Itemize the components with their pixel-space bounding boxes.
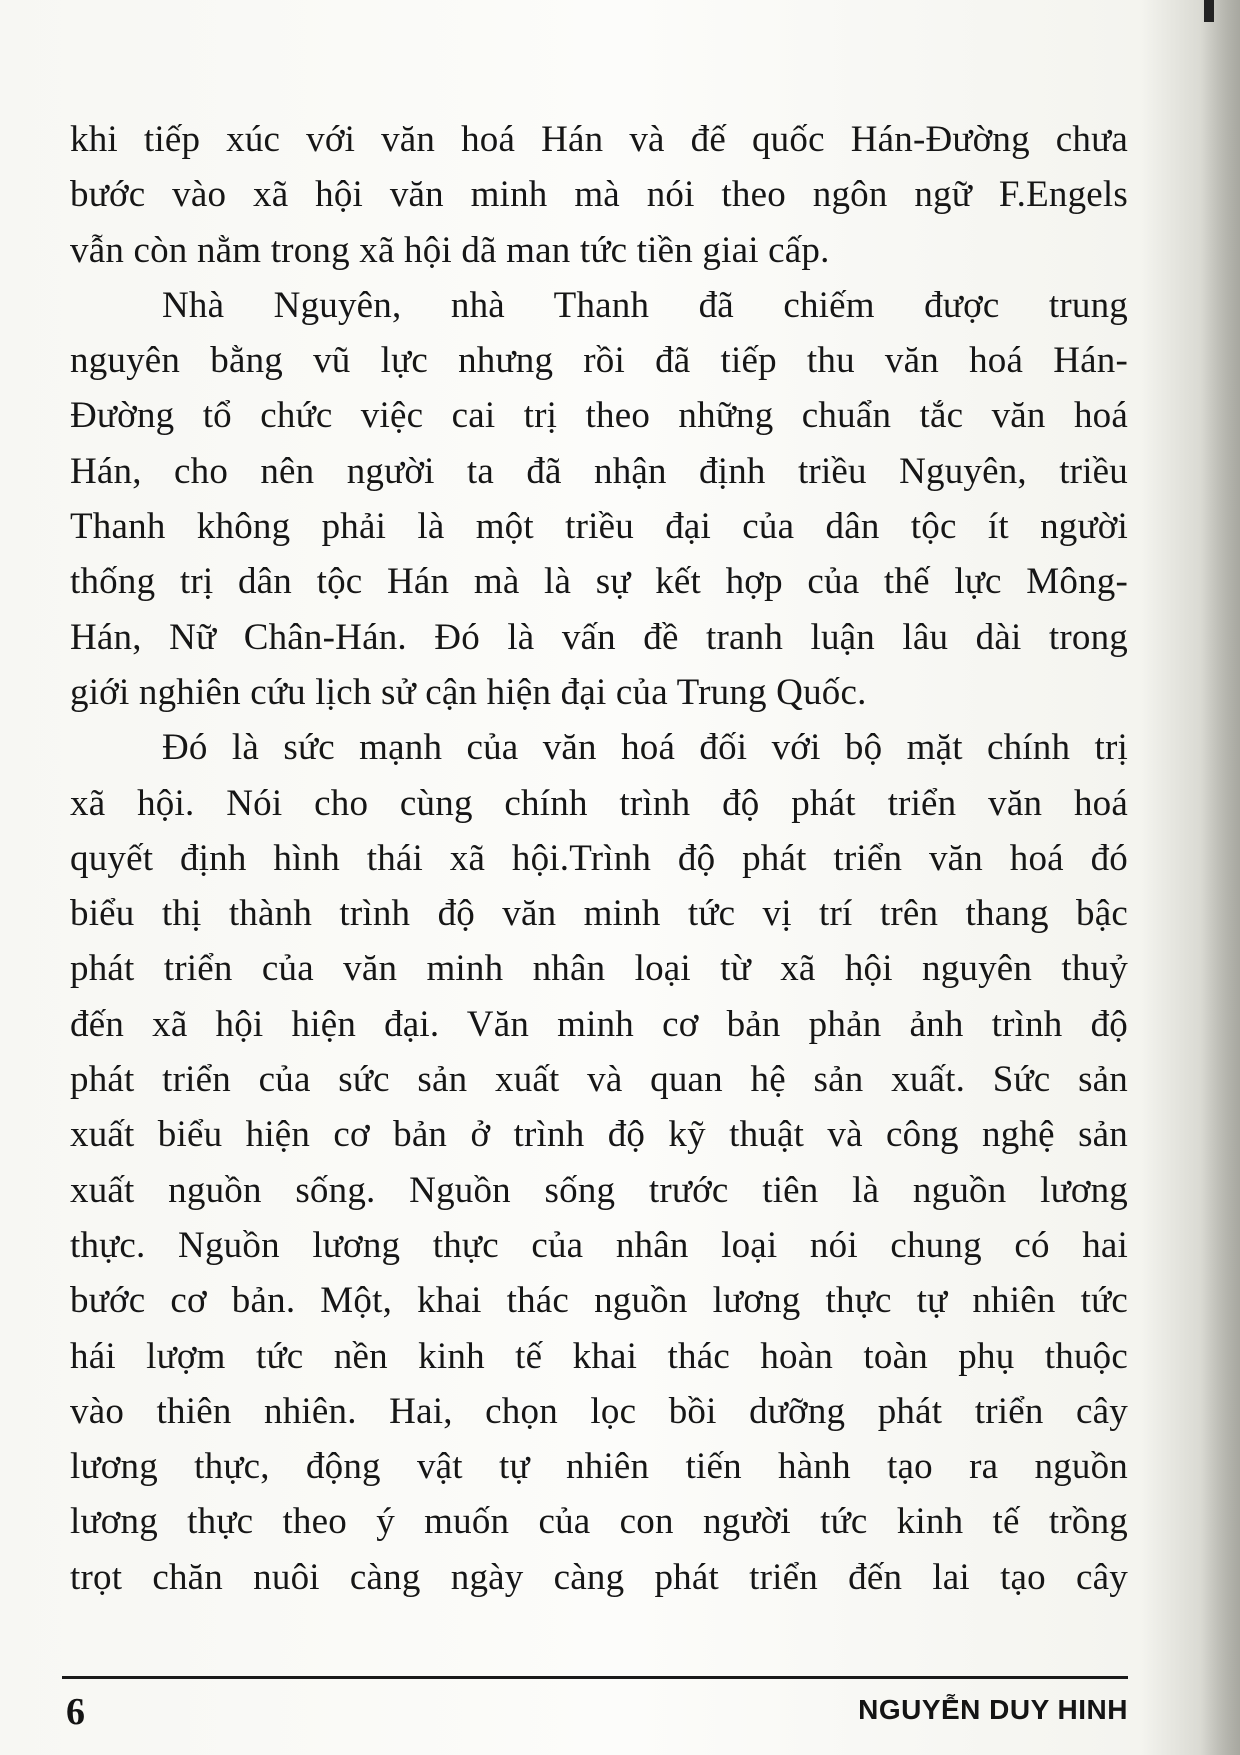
text-line: giới nghiên cứu lịch sử cận hiện đại của Trung Quốc.: [70, 671, 867, 713]
page-edge-shadow: [1200, 0, 1240, 1755]
text-line: bước cơ bản. Một, khai thác nguồn lương thực tự nhiên tức: [70, 1280, 1128, 1322]
text-line: biểu thị thành trình độ văn minh tức vị trí trên thang bậc: [70, 893, 1128, 935]
text-line: vẫn còn nằm trong xã hội dã man tức tiền giai cấp.: [70, 229, 830, 271]
text-line: thống trị dân tộc Hán mà là sự kết hợp của thế lực Mông-: [70, 561, 1128, 603]
text-line: lương thực theo ý muốn của con người tức kinh tế trồng: [70, 1501, 1128, 1543]
text-line: Đó là sức mạnh của văn hoá đối với bộ mặt chính trị: [162, 727, 1128, 769]
text-line: Thanh không phải là một triều đại của dân tộc ít người: [70, 506, 1128, 548]
text-line: lương thực, động vật tự nhiên tiến hành tạo ra nguồn: [70, 1446, 1128, 1488]
text-line: phát triển của sức sản xuất và quan hệ sản xuất. Sức sản: [70, 1059, 1128, 1101]
text-line: phát triển của văn minh nhân loại từ xã hội nguyên thuỷ: [70, 948, 1128, 990]
running-footer-author: NGUYỄN DUY HINH: [858, 1694, 1128, 1725]
body-text: [70, 112, 1128, 1605]
text-line: thực. Nguồn lương thực của nhân loại nói chung có hai: [70, 1224, 1128, 1266]
text-line: xã hội. Nói cho cùng chính trình độ phát triển văn hoá: [70, 782, 1128, 824]
text-line: xuất biểu hiện cơ bản ở trình độ kỹ thuật và công nghệ sản: [70, 1114, 1128, 1156]
text-line: vào thiên nhiên. Hai, chọn lọc bồi dưỡng phát triển cây: [70, 1390, 1128, 1432]
text-line: đến xã hội hiện đại. Văn minh cơ bản phản ảnh trình độ: [70, 1003, 1128, 1045]
text-line: khi tiếp xúc với văn hoá Hán và đế quốc Hán-Đường chưa: [70, 119, 1128, 160]
text-line: quyết định hình thái xã hội.Trình độ phát triển văn hoá đó: [70, 837, 1128, 879]
text-line: Hán, Nữ Chân-Hán. Đó là vấn đề tranh luận lâu dài trong: [70, 616, 1128, 658]
text-line: Hán, cho nên người ta đã nhận định triều Nguyên, triều: [70, 450, 1128, 492]
text-line: Đường tổ chức việc cai trị theo những chuẩn tắc văn hoá: [70, 395, 1128, 437]
text-line: nguyên bằng vũ lực nhưng rồi đã tiếp thu văn hoá Hán-: [70, 340, 1128, 382]
page-number: 6: [66, 1691, 85, 1733]
text-line: xuất nguồn sống. Nguồn sống trước tiên là nguồn lương: [70, 1169, 1128, 1211]
footer-rule: [62, 1676, 1128, 1679]
text-line: hái lượm tức nền kinh tế khai thác hoàn toàn phụ thuộc: [70, 1335, 1128, 1377]
text-line: bước vào xã hội văn minh mà nói theo ngôn ngữ F.Engels: [70, 174, 1128, 216]
corner-mark: [1204, 0, 1214, 22]
text-line: trọt chăn nuôi càng ngày càng phát triển đến lai tạo cây: [70, 1556, 1128, 1598]
text-line: Nhà Nguyên, nhà Thanh đã chiếm được trung: [162, 284, 1128, 326]
